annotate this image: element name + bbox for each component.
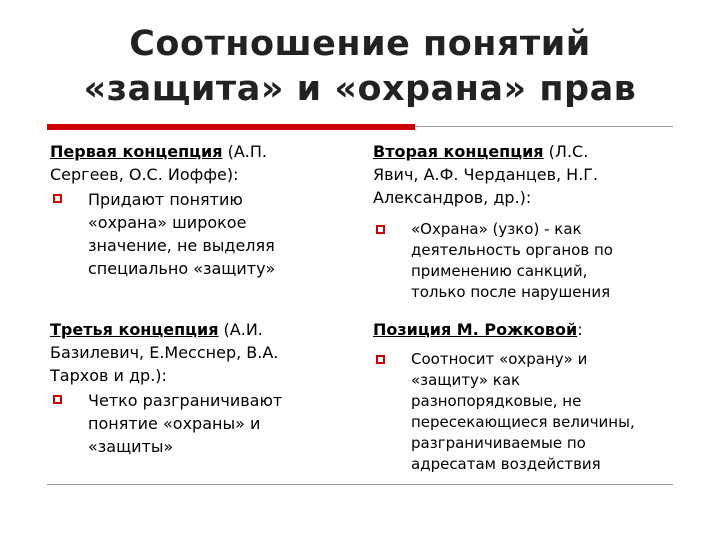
concept-bullet-text: «Охрана» (узко) - как деятельность органов по применению санкций, только после нарушения bbox=[411, 220, 613, 301]
concept-heading bbox=[373, 318, 693, 341]
concept-third bbox=[50, 318, 350, 458]
concept-heading bbox=[373, 140, 693, 209]
concept-heading-authors: (А.И. Базилевич, Е.Месснер, В.А. Тархов и др.): bbox=[50, 320, 279, 385]
concept-bullet-text: Придают понятию «охрана» широкое значение, не выделяя специально «защиту» bbox=[88, 190, 276, 278]
concept-bullet bbox=[50, 188, 350, 280]
square-bullet-icon bbox=[376, 355, 385, 364]
concept-heading-title: Вторая концепция bbox=[373, 142, 544, 161]
concept-rozhkova bbox=[373, 318, 693, 475]
concept-heading-authors: (А.П. Сергеев, О.С. Иоффе): bbox=[50, 142, 267, 184]
title-line-2: «защита» и «охрана» прав bbox=[83, 69, 637, 109]
concept-heading-title: Третья концепция bbox=[50, 320, 219, 339]
concept-heading bbox=[50, 140, 350, 186]
concept-bullet-text: Четко разграничивают понятие «охраны» и «защиты» bbox=[88, 391, 283, 456]
concept-heading-title: Позиция М. Рожковой bbox=[373, 320, 578, 339]
accent-bar bbox=[47, 124, 415, 130]
concept-bullet-text: Соотносит «охрану» и «защиту» как разнопорядковые, не пересекающиеся величины, разграничиваемые по адресатам воздействия bbox=[411, 350, 635, 473]
concept-bullet bbox=[373, 219, 693, 303]
concept-heading bbox=[50, 318, 350, 387]
concept-heading-authors: : bbox=[577, 320, 583, 339]
square-bullet-icon bbox=[53, 395, 62, 404]
concept-heading-title: Первая концепция bbox=[50, 142, 223, 161]
title-line-1: Соотношение понятий bbox=[129, 24, 591, 64]
concept-heading-authors: (Л.С. Явич, А.Ф. Черданцев, Н.Г. Александров, др.): bbox=[373, 142, 599, 207]
square-bullet-icon bbox=[53, 194, 62, 203]
concept-first bbox=[50, 140, 350, 280]
concept-bullet bbox=[373, 349, 693, 475]
concept-bullet bbox=[50, 389, 350, 458]
slide-title bbox=[0, 22, 720, 112]
square-bullet-icon bbox=[376, 225, 385, 234]
bottom-divider bbox=[47, 484, 673, 485]
concept-second bbox=[373, 140, 693, 303]
